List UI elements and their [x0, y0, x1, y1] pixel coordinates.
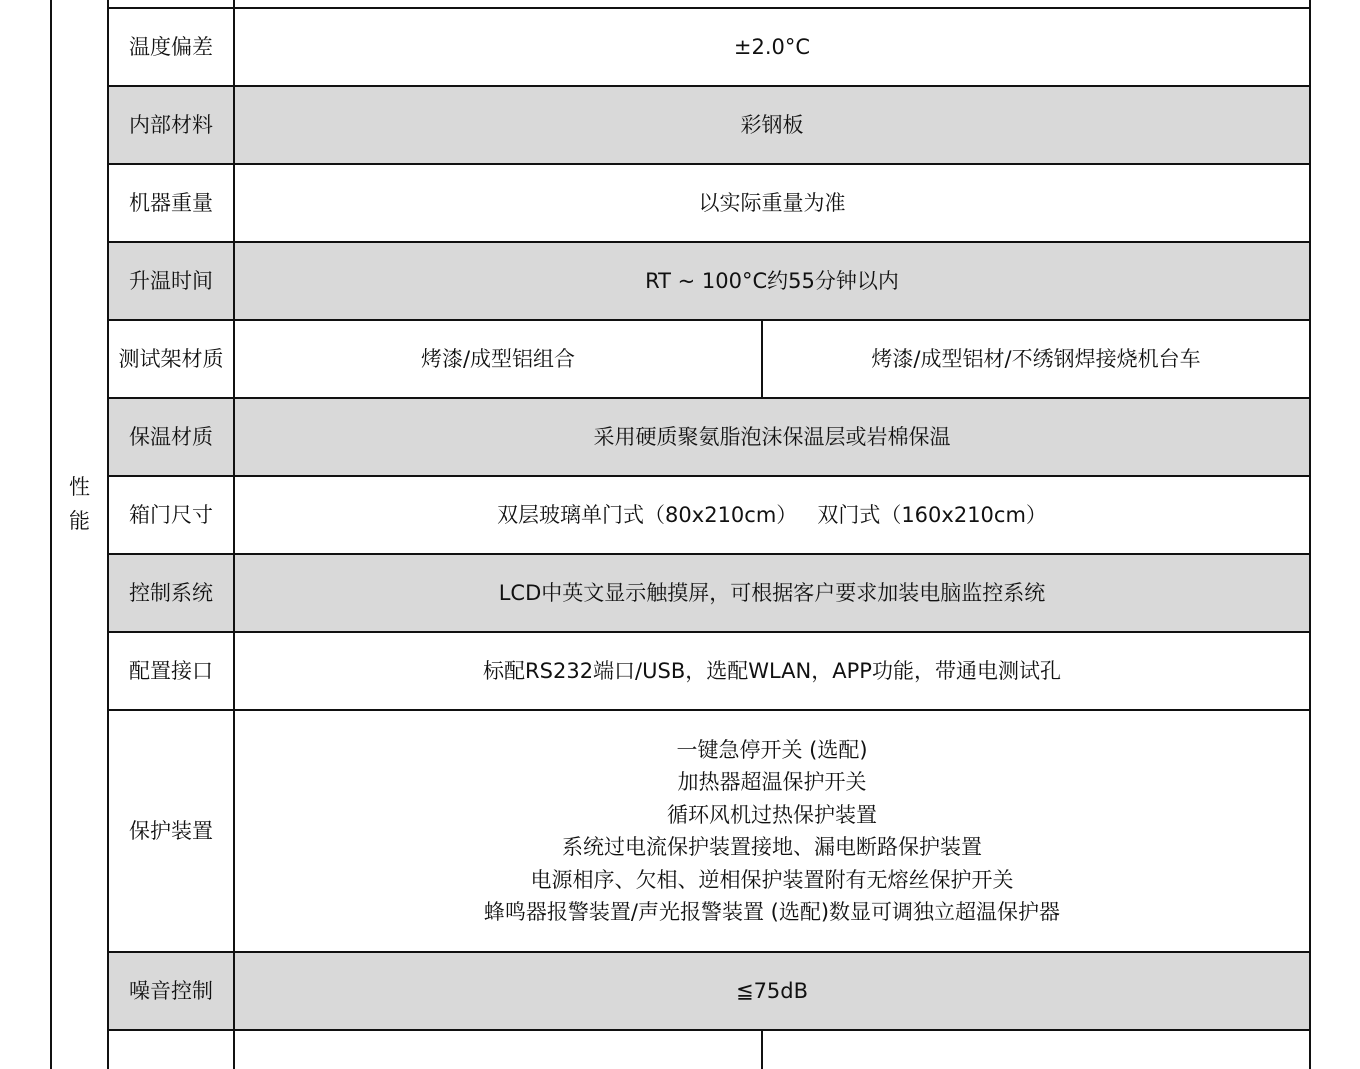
row-label	[108, 1030, 234, 1069]
row-value: 标配RS232端口/USB，选配WLAN，APP功能，带通电测试孔	[234, 632, 1310, 710]
row-label: 机器重量	[108, 164, 234, 242]
protection-item: 系统过电流保护装置接地、漏电断路保护装置	[562, 835, 982, 859]
row-value-option-a: 烤漆/成型铝组合	[234, 320, 762, 398]
row-value: RT ~ 100°C约55分钟以内	[234, 242, 1310, 320]
table-row-partial-top	[108, 0, 1310, 8]
row-value: ≦75dB	[234, 952, 1310, 1030]
table-row-door-size	[108, 476, 1310, 554]
row-label: 内部材料	[108, 86, 234, 164]
row-value: ±2.0°C	[234, 8, 1310, 86]
spec-table	[107, 0, 1311, 1069]
row-value-option-b	[762, 1030, 1310, 1069]
table-row-inner-material	[108, 86, 1310, 164]
table-row-partial-bottom	[108, 1030, 1310, 1069]
row-value: LCD中英文显示触摸屏，可根据客户要求加装电脑监控系统	[234, 554, 1310, 632]
row-label	[108, 0, 234, 8]
table-row-insulation-material	[108, 398, 1310, 476]
row-value: 采用硬质聚氨脂泡沫保温层或岩棉保温	[234, 398, 1310, 476]
row-value-list	[234, 710, 1310, 952]
category-char-2: 能	[69, 509, 90, 533]
protection-item: 蜂鸣器报警装置/声光报警装置 (选配)数显可调独立超温保护器	[483, 900, 1061, 924]
row-value-option-b: 烤漆/成型铝材/不绣钢焊接烧机台车	[762, 320, 1310, 398]
row-value: 彩钢板	[234, 86, 1310, 164]
row-label: 配置接口	[108, 632, 234, 710]
row-label: 温度偏差	[108, 8, 234, 86]
row-value-option-a	[234, 1030, 762, 1069]
table-row-heating-time	[108, 242, 1310, 320]
protection-item: 电源相序、欠相、逆相保护装置附有无熔丝保护开关	[530, 867, 1014, 892]
table-row-interfaces	[108, 632, 1310, 710]
row-label: 保温材质	[108, 398, 234, 476]
row-label: 测试架材质	[108, 320, 234, 398]
row-label: 噪音控制	[108, 952, 234, 1030]
row-label: 箱门尺寸	[108, 476, 234, 554]
table-row-protection-devices	[108, 710, 1310, 952]
row-label: 保护装置	[108, 710, 234, 952]
protection-item: 循环风机过热保护装置	[667, 802, 877, 827]
protection-item: 加热器超温保护开关	[677, 770, 867, 794]
row-value: 以实际重量为准	[234, 164, 1310, 242]
category-label	[52, 470, 107, 538]
row-label: 升温时间	[108, 242, 234, 320]
table-row-temperature-deviation	[108, 8, 1310, 86]
category-char-1: 性	[69, 475, 90, 499]
row-value: 双层玻璃单门式（80x210cm） 双门式（160x210cm）	[234, 476, 1310, 554]
table-row-rack-material	[108, 320, 1310, 398]
table-row-control-system	[108, 554, 1310, 632]
table-row-machine-weight	[108, 164, 1310, 242]
row-value	[234, 0, 1310, 8]
table-row-noise-control	[108, 952, 1310, 1030]
row-label: 控制系统	[108, 554, 234, 632]
protection-item: 一键急停开关 (选配)	[676, 737, 868, 762]
